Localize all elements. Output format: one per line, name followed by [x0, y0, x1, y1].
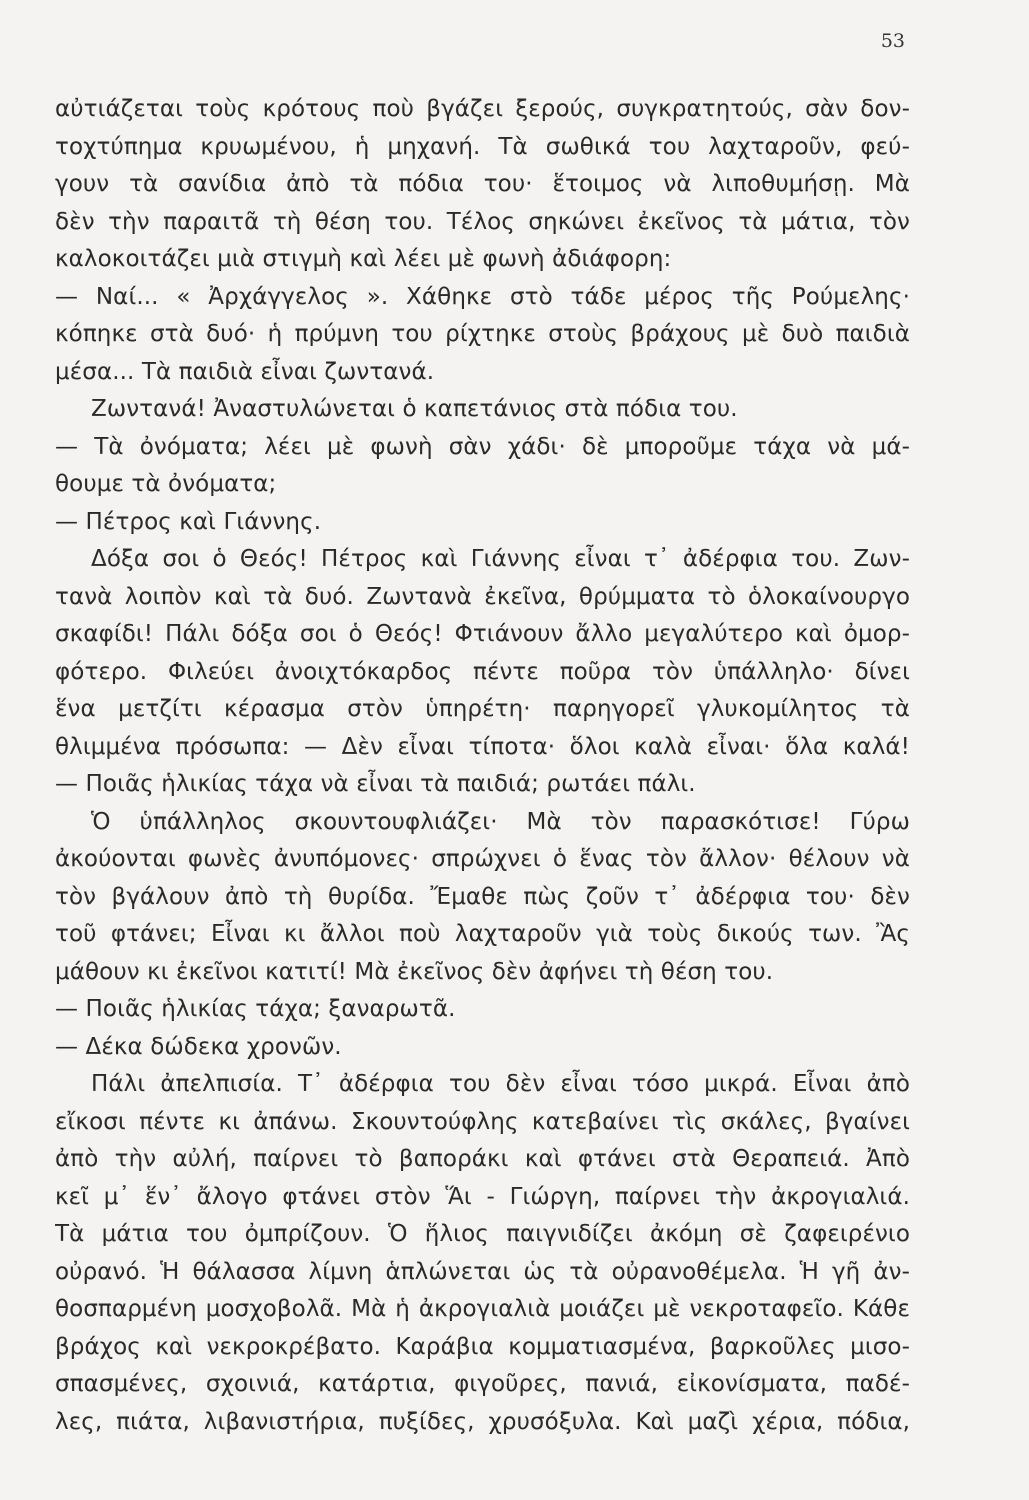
- text-line: εἴκοσι πέντε κι ἀπάνω. Σκουντούφλης κατεβαίνει τὶς σκάλες, βγαίνει: [55, 1108, 910, 1135]
- text-line: θοσπαρμένη μοσχοβολᾶ. Μὰ ἡ ἀκρογιαλιὰ μοιάζει μὲ νεκροταφεῖο. Κάθε: [55, 1296, 910, 1322]
- text-line: κόπηκε στὰ δυό· ἡ πρύμνη του ρίχτηκε στοὺς βράχους μὲ δυὸ παιδιὰ: [55, 321, 910, 347]
- text-line: γουν τὰ σανίδια ἀπὸ τὰ πόδια του· ἕτοιμος νὰ λιποθυμήσῃ. Μὰ: [55, 171, 910, 197]
- text-line: σπασμένες, σχοινιά, κατάρτια, φιγοῦρες, πανιά, εἰκονίσματα, παδέ-: [55, 1371, 910, 1397]
- page-number: 53: [880, 30, 905, 52]
- text-line: δὲν τὴν παραιτᾶ τὴ θέση του. Τέλος σηκώνει ἐκεῖνος τὰ μάτια, τὸν: [55, 208, 910, 235]
- text-line: — Ποιᾶς ἡλικίας τάχα; ξαναρωτᾶ.: [55, 996, 456, 1022]
- text-line: — Ναί... « Ἀρχάγγελος ». Χάθηκε στὸ τάδε μέρος τῆς Ρούμελης·: [55, 283, 910, 310]
- text-line: Τὰ μάτια του ὀμπρίζουν. Ὁ ἥλιος παιγνιδίζει ἀκόμη σὲ ζαφειρένιο: [55, 1221, 910, 1247]
- body-text: [55, 91, 910, 1441]
- text-line: ἕνα μετζίτι κέρασμα στὸν ὑπηρέτη· παρηγορεῖ γλυκομίλητος τὰ: [55, 696, 910, 722]
- text-line: θλιμμένα πρόσωπα: — Δὲν εἶναι τίποτα· ὅλοι καλὰ εἶναι· ὅλα καλά!: [55, 733, 910, 760]
- text-line: — Ποιᾶς ἡλικίας τάχα νὰ εἶναι τὰ παιδιά; ρωτάει πάλι.: [55, 771, 696, 797]
- text-line: αὐτιάζεται τοὺς κρότους ποὺ βγάζει ξερούς, συγκρατητούς, σὰν δον-: [55, 96, 910, 122]
- text-line: λες, πιάτα, λιβανιστήρια, πυξίδες, χρυσόξυλα. Καὶ μαζὶ χέρια, πόδια,: [55, 1408, 910, 1435]
- text-line: φότερο. Φιλεύει ἀνοιχτόκαρδος πέντε ποῦρα τὸν ὑπάλληλο· δίνει: [55, 658, 910, 685]
- text-line: — Δέκα δώδεκα χρονῶν.: [55, 1033, 342, 1060]
- text-line: ἀκούονται φωνὲς ἀνυπόμονες· σπρώχνει ὁ ἕνας τὸν ἄλλον· θέλουν νὰ: [55, 846, 910, 872]
- text-line: τοχτύπημα κρυωμένου, ἡ μηχανή. Τὰ σωθικά του λαχταροῦν, φεύ-: [55, 133, 910, 160]
- text-line: Πάλι ἀπελπισία. Τ᾿ ἀδέρφια του δὲν εἶναι τόσο μικρά. Εἶναι ἀπὸ: [91, 1071, 910, 1097]
- text-line: μάθουν κι ἐκεῖνοι κατιτί! Μὰ ἐκεῖνος δὲν ἀφήνει τὴ θέση του.: [55, 958, 774, 985]
- text-line: — Τὰ ὀνόματα; λέει μὲ φωνὴ σὰν χάδι· δὲ μποροῦμε τάχα νὰ μά-: [55, 433, 910, 460]
- text-line: οὐρανό. Ἡ θάλασσα λίμνη ἁπλώνεται ὡς τὰ οὐρανοθέμελα. Ἡ γῆ ἀν-: [55, 1258, 910, 1285]
- text-line: — Πέτρος καὶ Γιάννης.: [55, 508, 322, 535]
- text-line: τανὰ λοιπὸν καὶ τὰ δυό. Ζωντανὰ ἐκεῖνα, θρύμματα τὸ ὁλοκαίνουργο: [55, 583, 910, 610]
- text-line: Ζωντανά! Ἀναστυλώνεται ὁ καπετάνιος στὰ πόδια του.: [91, 396, 738, 422]
- text-line: τὸν βγάλουν ἀπὸ τὴ θυρίδα. Ἔμαθε πὼς ζοῦν τ᾿ ἀδέρφια του· δὲν: [55, 883, 910, 910]
- text-line: μέσα... Τὰ παιδιὰ εἶναι ζωντανά.: [55, 358, 435, 385]
- text-line: κεῖ μ᾿ ἕν᾿ ἄλογο φτάνει στὸν Ἅι - Γιώργη, παίρνει τὴν ἀκρογιαλιά.: [55, 1183, 910, 1210]
- text-line: ἀπὸ τὴν αὐλή, παίρνει τὸ βαποράκι καὶ φτάνει στὰ Θεραπειά. Ἀπὸ: [55, 1146, 910, 1172]
- text-line: θουμε τὰ ὀνόματα;: [55, 471, 277, 497]
- text-line: Δόξα σοι ὁ Θεός! Πέτρος καὶ Γιάννης εἶναι τ᾿ ἀδέρφια του. Ζων-: [91, 546, 910, 572]
- text-line: βράχος καὶ νεκροκρέβατο. Καράβια κομματιασμένα, βαρκοῦλες μισο-: [55, 1333, 910, 1360]
- text-line: τοῦ φτάνει; Εἶναι κι ἄλλοι ποὺ λαχταροῦν γιὰ τοὺς δικούς των. Ἂς: [55, 921, 910, 947]
- text-line: καλοκοιτάζει μιὰ στιγμὴ καὶ λέει μὲ φωνὴ ἀδιάφορη:: [55, 246, 672, 272]
- text-line: σκαφίδι! Πάλι δόξα σοι ὁ Θεός! Φτιάνουν ἄλλο μεγαλύτερο καὶ ὀμορ-: [55, 621, 910, 647]
- text-line: Ὁ ὑπάλληλος σκουντουφλιάζει· Μὰ τὸν παρασκότισε! Γύρω: [91, 808, 910, 835]
